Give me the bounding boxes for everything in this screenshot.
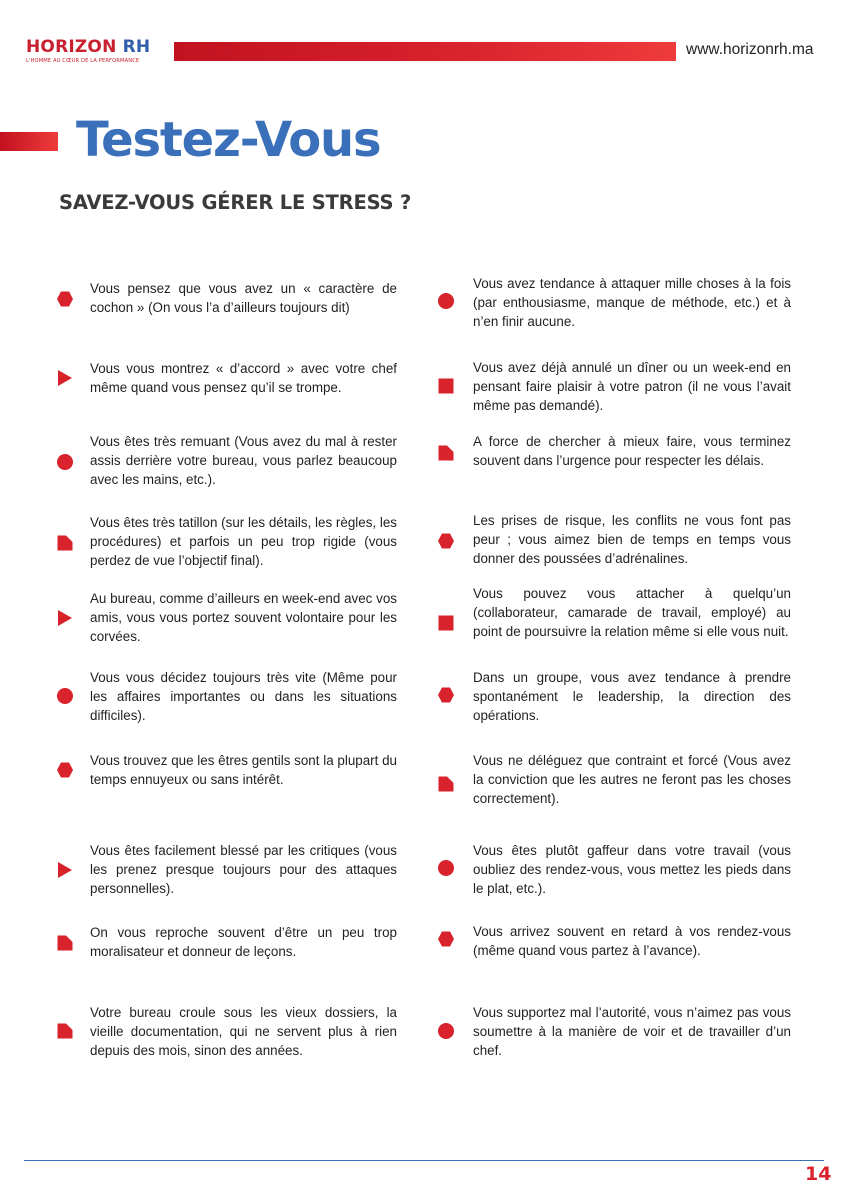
hexagon-icon	[437, 930, 455, 948]
quiz-item-text: Vous trouvez que les êtres gentils sont la plupart du temps ennuyeux ou sans intérêt.	[90, 753, 397, 787]
page-number: 14	[805, 1163, 832, 1185]
quiz-item-text: Vous supportez mal l’autorité, vous n’aimez pas vous soumettre à la manière de voir et de travailler d’un chef.	[473, 1005, 791, 1058]
square-icon	[437, 377, 455, 395]
circle-icon	[56, 453, 74, 471]
quiz-item-text: Vous vous montrez « d’accord » avec votre chef même quand vous pensez qu’il se trompe.	[90, 361, 397, 395]
triangle-icon	[56, 369, 74, 387]
circle-icon	[437, 292, 455, 310]
quiz-item-text: Vous êtes plutôt gaffeur dans votre travail (vous oubliez des rendez-vous, vous mettez les pieds dans le plat, etc.).	[473, 843, 791, 896]
quiz-item-text: Vous êtes très tatillon (sur les détails, les règles, les procédures) et parfois un peu trop rigide (vous perdez de vue l’objectif final).	[90, 515, 397, 568]
quiz-item-text: Vous pouvez vous attacher à quelqu’un (collaborateur, camarade de travail, employé) au point de poursuivre la relation même si elle vous nuit.	[473, 586, 791, 639]
quiz-item-text: Vous ne déléguez que contraint et forcé (Vous avez la conviction que les autres ne feront pas les choses correctement).	[473, 753, 791, 806]
quiz-item-text: Vous êtes facilement blessé par les critiques (vous les prenez presque toujours pour des attaques personnelles).	[90, 843, 397, 896]
hexagon-icon	[437, 686, 455, 704]
square-icon	[437, 614, 455, 632]
tag-icon	[437, 444, 455, 462]
horizon-rh-logo	[26, 38, 150, 64]
hexagon-icon	[56, 290, 74, 308]
quiz-item-text: Vous avez déjà annulé un dîner ou un week-end en pensant faire plaisir à votre patron (il ne vous l’avait même pas demandé).	[473, 360, 791, 413]
quiz-item-text: Votre bureau croule sous les vieux dossiers, la vieille documentation, qui ne servent plus à rien depuis des mois, sinon des années.	[90, 1005, 397, 1058]
tag-icon	[56, 534, 74, 552]
quiz-item-text: Vous avez tendance à attaquer mille choses à la fois (par enthousiasme, manque de méthode, etc.) et à n’en finir aucune.	[473, 276, 791, 329]
quiz-item-text: Vous vous décidez toujours très vite (Même pour les affaires importantes ou dans les situations difficiles).	[90, 670, 397, 723]
title-red-dash	[0, 132, 58, 151]
logo-rh: RH	[122, 37, 151, 57]
tag-icon	[437, 775, 455, 793]
logo-wordmark	[26, 38, 150, 56]
circle-icon	[56, 687, 74, 705]
quiz-subtitle: SAVEZ-VOUS GÉRER LE STRESS ?	[59, 191, 412, 214]
logo-tagline: L'HOMME AU CŒUR DE LA PERFORMANCE	[26, 58, 140, 64]
quiz-item-text: Dans un groupe, vous avez tendance à prendre spontanément le leadership, la direction des opérations.	[473, 670, 791, 723]
quiz-item-text: Vous êtes très remuant (Vous avez du mal à rester assis derrière votre bureau, vous parlez beaucoup avec les mains, etc.).	[90, 434, 397, 487]
quiz-item-text: Vous pensez que vous avez un « caractère de cochon » (On vous l’a d’ailleurs toujours dit)	[90, 281, 397, 315]
quiz-item-text: Vous arrivez souvent en retard à vos rendez-vous (même quand vous partez à l’avance).	[473, 924, 791, 958]
quiz-item-text: Les prises de risque, les conflits ne vous font pas peur ; vous aimez bien de temps en temps vous donner des poussées d’adrénalines.	[473, 513, 791, 566]
hexagon-icon	[437, 532, 455, 550]
page-title: Testez-Vous	[76, 112, 381, 168]
quiz-item-text: A force de chercher à mieux faire, vous terminez souvent dans l’urgence pour respecter les délais.	[473, 434, 791, 468]
quiz-item-text: On vous reproche souvent d’être un peu trop moralisateur et donneur de leçons.	[90, 925, 397, 959]
tag-icon	[56, 1022, 74, 1040]
website-url: www.horizonrh.ma	[686, 41, 814, 58]
circle-icon	[437, 859, 455, 877]
triangle-icon	[56, 861, 74, 879]
triangle-icon	[56, 609, 74, 627]
logo-horizon: HORIZON	[26, 37, 117, 57]
quiz-item-text: Au bureau, comme d’ailleurs en week-end avec vos amis, vous vous portez souvent volontaire pour les corvées.	[90, 591, 397, 644]
tag-icon	[56, 934, 74, 952]
hexagon-icon	[56, 761, 74, 779]
header-red-bar	[174, 42, 676, 61]
circle-icon	[437, 1022, 455, 1040]
footer-divider	[24, 1160, 824, 1161]
